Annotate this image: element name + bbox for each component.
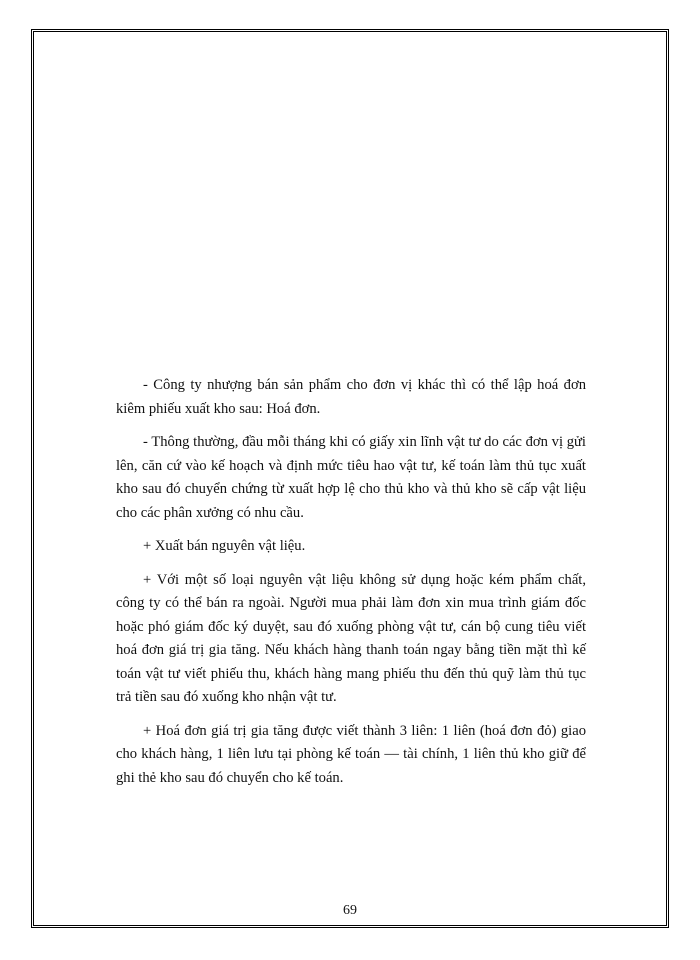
document-body bbox=[116, 374, 586, 800]
paragraph-material-sales-heading: + Xuất bán nguyên vật liệu. bbox=[143, 538, 306, 554]
paragraph-material-sales-process: + Với một số loại nguyên vật liệu không sử dụng hoặc kém phẩm chất, công ty có thể bán ra ngoài. Người mua phải làm đơn xin mua trình giám đốc hoặc phó giám đốc ký duyệt, sau đó xuống phòng vật tư, cán bộ cung tiêu viết hoá đơn giá trị gia tăng. Nếu khách hàng thanh toán ngay bằng tiền mặt thì kế toán vật tư viết phiếu thu, khách hàng mang phiếu thu đến thủ quỹ làm thủ tục trả tiền sau đó xuống kho nhận vật tư. bbox=[116, 571, 586, 705]
paragraph-transfer-sales: - Công ty nhượng bán sản phẩm cho đơn vị khác thì có thể lập hoá đơn kiêm phiếu xuất kho sau: Hoá đơn. bbox=[116, 377, 586, 417]
page-number: 69 bbox=[343, 903, 357, 918]
paragraph-monthly-issue: - Thông thường, đầu mỗi tháng khi có giấy xin lĩnh vật tư do các đơn vị gửi lên, căn cứ vào kế hoạch và định mức tiêu hao vật tư, kế toán làm thủ tục xuất kho sau đó chuyển chứng từ xuất hợp lệ cho thủ kho và thủ kho sẽ cấp vật liệu cho các phân xưởng có nhu cầu. bbox=[116, 434, 586, 521]
paragraph-vat-invoice: + Hoá đơn giá trị gia tăng được viết thành 3 liên: 1 liên (hoá đơn đỏ) giao cho khách hàng, 1 liên lưu tại phòng kế toán — tài chính, 1 liên thủ kho giữ để ghi thẻ kho sau đó chuyển cho kế toán. bbox=[116, 722, 586, 786]
